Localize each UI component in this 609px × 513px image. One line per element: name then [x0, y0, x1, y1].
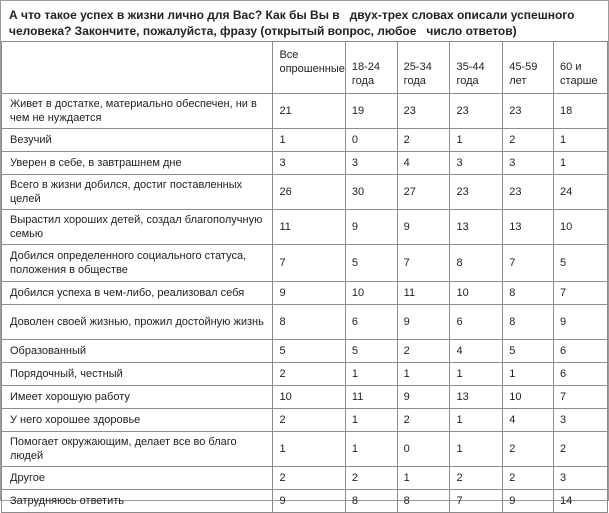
row-label: Всего в жизни добился, достиг поставленных целей — [2, 175, 273, 210]
table-cell: 3 — [554, 467, 608, 490]
table-cell: 10 — [503, 386, 554, 409]
table-row — [2, 432, 608, 467]
table-cell: 2 — [503, 432, 554, 467]
row-label: Везучий — [2, 129, 273, 152]
results-table — [1, 41, 608, 513]
table-row — [2, 340, 608, 363]
table-cell: 7 — [397, 245, 450, 282]
header-35-44: 35-44 года — [450, 42, 503, 94]
table-cell: 1 — [397, 467, 450, 490]
table-cell: 9 — [273, 282, 345, 305]
row-label: Порядочный, честный — [2, 363, 273, 386]
header-25-34: 25-34 года — [397, 42, 450, 94]
table-cell: 2 — [273, 363, 345, 386]
table-cell: 2 — [273, 409, 345, 432]
table-cell: 10 — [450, 282, 503, 305]
table-cell: 2 — [397, 129, 450, 152]
table-row — [2, 490, 608, 513]
table-cell: 7 — [554, 282, 608, 305]
table-cell: 7 — [450, 490, 503, 513]
table-cell: 1 — [345, 432, 397, 467]
table-cell: 26 — [273, 175, 345, 210]
table-row — [2, 129, 608, 152]
row-label: Вырастил хороших детей, создал благополучную семью — [2, 210, 273, 245]
table-row — [2, 210, 608, 245]
table-row — [2, 282, 608, 305]
table-cell: 1 — [450, 409, 503, 432]
table-cell: 2 — [345, 467, 397, 490]
table-cell: 9 — [397, 305, 450, 340]
table-cell: 23 — [503, 175, 554, 210]
table-cell: 1 — [345, 409, 397, 432]
table-cell: 4 — [503, 409, 554, 432]
table-cell: 10 — [273, 386, 345, 409]
row-label: Уверен в себе, в завтрашнем дне — [2, 152, 273, 175]
header-18-24: 18-24 года — [345, 42, 397, 94]
table-cell: 2 — [397, 409, 450, 432]
table-cell: 5 — [273, 340, 345, 363]
table-cell: 1 — [554, 129, 608, 152]
table-cell: 1 — [450, 129, 503, 152]
table-cell: 27 — [397, 175, 450, 210]
table-cell: 5 — [345, 340, 397, 363]
table-row — [2, 305, 608, 340]
header-all: Все опрошенные — [273, 42, 345, 94]
table-cell: 1 — [397, 363, 450, 386]
table-cell: 7 — [554, 386, 608, 409]
table-cell: 23 — [503, 94, 554, 129]
row-label: Помогает окружающим, делает все во благо людей — [2, 432, 273, 467]
table-row — [2, 175, 608, 210]
row-label: Имеет хорошую работу — [2, 386, 273, 409]
table-cell: 19 — [345, 94, 397, 129]
table-cell: 1 — [345, 363, 397, 386]
table-row — [2, 94, 608, 129]
table-cell: 6 — [554, 340, 608, 363]
row-label: Образованный — [2, 340, 273, 363]
table-cell: 0 — [345, 129, 397, 152]
table-cell: 2 — [450, 467, 503, 490]
table-row — [2, 152, 608, 175]
table-cell: 2 — [273, 467, 345, 490]
table-cell: 3 — [554, 409, 608, 432]
table-cell: 8 — [345, 490, 397, 513]
table-cell: 8 — [503, 305, 554, 340]
table-cell: 4 — [397, 152, 450, 175]
table-cell: 9 — [397, 210, 450, 245]
table-cell: 4 — [450, 340, 503, 363]
row-label: У него хорошее здоровье — [2, 409, 273, 432]
table-cell: 8 — [503, 282, 554, 305]
table-cell: 23 — [450, 94, 503, 129]
table-cell: 30 — [345, 175, 397, 210]
table-cell: 11 — [345, 386, 397, 409]
header-60-plus: 60 и старше — [554, 42, 608, 94]
row-label: Добился успеха в чем-либо, реализовал себя — [2, 282, 273, 305]
table-cell: 11 — [397, 282, 450, 305]
table-cell: 2 — [554, 432, 608, 467]
table-row — [2, 467, 608, 490]
table-cell: 10 — [554, 210, 608, 245]
table-cell: 7 — [273, 245, 345, 282]
table-cell: 3 — [345, 152, 397, 175]
table-cell: 8 — [450, 245, 503, 282]
table-cell: 1 — [503, 363, 554, 386]
table-cell: 2 — [503, 467, 554, 490]
table-cell: 13 — [503, 210, 554, 245]
table-cell: 3 — [450, 152, 503, 175]
table-cell: 3 — [503, 152, 554, 175]
table-cell: 10 — [345, 282, 397, 305]
table-cell: 3 — [273, 152, 345, 175]
table-cell: 1 — [450, 432, 503, 467]
table-cell: 6 — [450, 305, 503, 340]
table-row — [2, 409, 608, 432]
table-row — [2, 245, 608, 282]
table-cell: 1 — [273, 129, 345, 152]
table-cell: 1 — [273, 432, 345, 467]
table-cell: 7 — [503, 245, 554, 282]
table-cell: 13 — [450, 210, 503, 245]
table-cell: 24 — [554, 175, 608, 210]
table-cell: 9 — [273, 490, 345, 513]
table-cell: 9 — [554, 305, 608, 340]
table-cell: 2 — [503, 129, 554, 152]
table-cell: 9 — [503, 490, 554, 513]
table-cell: 6 — [554, 363, 608, 386]
row-label: Другое — [2, 467, 273, 490]
table-cell: 1 — [450, 363, 503, 386]
row-label: Затрудняюсь ответить — [2, 490, 273, 513]
table-cell: 6 — [345, 305, 397, 340]
table-cell: 5 — [345, 245, 397, 282]
table-cell: 14 — [554, 490, 608, 513]
table-cell: 21 — [273, 94, 345, 129]
table-cell: 11 — [273, 210, 345, 245]
header-label-empty — [2, 42, 273, 94]
table-row — [2, 386, 608, 409]
table-cell: 13 — [450, 386, 503, 409]
table-cell: 23 — [450, 175, 503, 210]
table-cell: 8 — [273, 305, 345, 340]
table-cell: 23 — [397, 94, 450, 129]
question-title: А что такое успех в жизни лично для Вас? Как бы Вы в двух-трех словах описали успешного человека? Закончите, пожалуйста, фразу (открытый вопрос, любое число ответов) — [9, 8, 578, 38]
table-cell: 5 — [503, 340, 554, 363]
row-label: Добился определенного социального статуса, положения в обществе — [2, 245, 273, 282]
table-cell: 1 — [554, 152, 608, 175]
table-row — [2, 363, 608, 386]
table-cell: 18 — [554, 94, 608, 129]
row-label: Живет в достатке, материально обеспечен, ни в чем не нуждается — [2, 94, 273, 129]
table-cell: 9 — [345, 210, 397, 245]
table-cell: 8 — [397, 490, 450, 513]
table-cell: 5 — [554, 245, 608, 282]
header-45-59: 45-59 лет — [503, 42, 554, 94]
table-cell: 0 — [397, 432, 450, 467]
table-cell: 9 — [397, 386, 450, 409]
table-cell: 2 — [397, 340, 450, 363]
header-row — [2, 42, 608, 94]
row-label: Доволен своей жизнью, прожил достойную жизнь — [2, 305, 273, 340]
